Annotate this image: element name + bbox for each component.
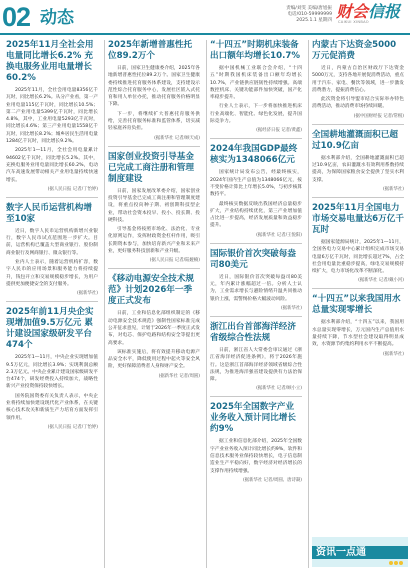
article-paragraph: 近日，数字人民币运营机构新增兴业银行，数字人民币试点范围进一步扩大。目前，运营机构已覆盖大型商业银行、股份制商业银行及网商银行、微众银行等。 — [6, 228, 98, 256]
article-headline: 数字人民币运营机构增至10家 — [6, 202, 92, 224]
brand-name-rest: 信报 — [368, 2, 401, 21]
date-line: 2025.1.1 星期四 — [296, 18, 332, 24]
article-headline: 2025年11月全社会用电量同比增长6.2% 充换电服务业用电量增长60.2% — [6, 40, 94, 83]
article — [312, 203, 404, 284]
article-separator — [210, 138, 302, 139]
article — [210, 249, 302, 312]
article-byline: (据新华社 记者/戴小河) — [358, 278, 404, 284]
masthead-meta — [252, 6, 332, 25]
article-paragraph: 日前，国家卫生健康委介绍，2025年各地新增普惠性托位89.2万个。国家卫生健康委持续推进托育服务体系建设，支持建设示范性综合托育服务中心，发展社区嵌入式托育和用人单位办托，推动托育服务价格明显下降。 — [108, 66, 200, 108]
article-separator — [6, 301, 98, 302]
article-paragraph: 最终核实数据反映出我国经济总量稳步扩大，产业结构持续优化，第三产业增加值占比进一步提高，经济发展质量和效益稳步提升。 — [210, 201, 302, 229]
article — [210, 402, 302, 483]
article-byline: (据人民日报 记者/丁怡婷) — [47, 424, 98, 430]
article-byline: (据新华社) — [383, 186, 404, 192]
column-2 — [108, 40, 200, 384]
column-divider — [308, 40, 309, 568]
article-headline: 2024年我国GDP最终核实为1348066亿元 — [210, 144, 298, 166]
brand-logo — [336, 3, 408, 25]
article — [6, 203, 98, 297]
article-headline: 浙江出台首部海洋经济省级综合性法规 — [210, 321, 296, 343]
masthead-rule — [0, 33, 410, 35]
article-paragraph: 据中国机械工业联合会介绍，“十四五”时期我国机床装备出口额年均增长10.7%，产业链供应链韧性持续增强。高端数控机床、关键功能部件加快突破，国产化率稳步提升。 — [210, 66, 302, 101]
article-headline: 全国耕地灌溉面积已超过10.9亿亩 — [312, 129, 398, 151]
article-separator — [108, 146, 200, 147]
article-byline: (据新华社 记者/顾天成) — [154, 135, 200, 141]
article-paragraph: 据水利部介绍，全国耕地灌溉面积已超过10.9亿亩，农田灌溉水有效利用系数持续提高，为保障国家粮食安全提供了坚实水利支撑。 — [312, 155, 404, 183]
article-paragraph: 行业人士表示，下一步将加快推进机床行业高端化、智能化、绿色化发展，提升国际竞争力。 — [210, 104, 302, 125]
article-byline: (据新华社) — [77, 291, 98, 297]
section-number: 02 — [2, 2, 31, 32]
section-name: 动态 — [40, 8, 74, 28]
article-byline: (据新华社) — [281, 305, 302, 311]
editor-line: 责编/刘雯 美编/唐旭振 — [286, 6, 332, 11]
article-paragraph: 2025年1—11月，中央企业实现增加值9.5万亿元，同比增长3.9%；实现利润总额2.3万亿元。中央企业累计建设国家级研发平台474个，研发经费投入持续加大，战略性新兴产业投资保持较快增长。 — [6, 355, 98, 390]
phone-line: 电话/010-59999999 — [287, 12, 332, 18]
column-1 — [6, 40, 98, 435]
article-headline: 《移动电源安全技术规范》计划2026年一季度正式发布 — [108, 274, 194, 307]
article-paragraph: 据国家能源局统计，2025年1—11月，全国各电力交易中心累计组织完成市场交易电量6万亿千瓦时，同比增长超过7%，占全社会用电量比重稳步提高，绿电交易规模持续扩大，电力市场化改革不断深化。 — [312, 239, 404, 275]
article-headline: 2025年前11月央企实现增加值9.5万亿元 累计建设国家级研发平台474个 — [6, 307, 94, 351]
article-paragraph: 此次资金将引导盟市结合实际举办特色消费活动，推动消费市场持续回暖。 — [312, 97, 404, 110]
article-paragraph: 日前，国家发展改革委介绍，国家创业投资引导基金已完成工商注册和管理制度建设，将重点投向种子期、初创期科技型企业，带动社会资本投早、投小、投长期、投硬科技。 — [108, 188, 200, 223]
article — [312, 40, 404, 120]
article-byline: (据经济日报 记者/黄鑫) — [256, 128, 302, 134]
article-paragraph: 下一步，将继续扩大普惠托育服务供给，完善托育服务标准和监管体系，切实减轻家庭养育负担。 — [108, 111, 200, 132]
article-byline: (据新华社 记者/王悦阳) — [256, 232, 302, 238]
article — [312, 294, 404, 357]
brand-name-first: 财会 — [336, 2, 369, 21]
brand-name — [336, 3, 400, 21]
news-digest-banner — [312, 537, 408, 567]
banner-dots-icon — [388, 550, 404, 555]
masthead — [0, 0, 410, 33]
column-4 — [312, 40, 404, 362]
article-paragraph: 引导基金将按照市场化、法治化、专业化原则运作，发挥财政资金杠杆作用，吸引长期资本参与，加快培育新兴产业和未来产业，更好服务科技创新和产业升级。 — [108, 227, 200, 255]
brand-subtitle: CAIKUI XINBAO — [338, 20, 369, 24]
article-headline: 内蒙古下达资金5000万元促消费 — [312, 40, 397, 61]
column-3 — [210, 40, 302, 488]
article-paragraph: 该标准实施后，将有效提升移动电源产品安全水平，降低使用过程中起火等安全风险，更好保障消费者人身和财产安全。 — [108, 349, 200, 370]
article-paragraph: 2025年1—11月，全社会用电量累计94602亿千瓦时，同比增长5.2%。其中，充换电服务业用电量同比增长60.2%，电动汽车高速发展带动相关产业用电量持续快速增长。 — [6, 148, 98, 183]
article — [6, 307, 98, 431]
article-separator — [210, 396, 302, 397]
article-separator — [210, 316, 302, 317]
article-headline: “十四五”时期机床装备出口额年均增长10.7% — [210, 40, 300, 61]
article-paragraph: 日前，工业和信息化部组织制定的《移动电源安全技术规范》强制性国家标准完成公开征求意见，计划于2026年一季度正式发布，对电芯、保护电路和结构安全等提出更高要求。 — [108, 311, 200, 346]
article-paragraph: 日前，浙江省人大常委会审议通过《浙江省海洋经济促进条例》，将于2026年施行。这是浙江首部海洋经济领域省级综合性法规，为推进海洋强省建设提供有力法治保障。 — [210, 347, 302, 383]
banner-label: 资讯一点通 — [316, 547, 366, 558]
article-paragraph: 2025年11月，全社会用电量8356亿千瓦时，同比增长6.2%。从分产业看，第一产业用电量115亿千瓦时，同比增长10.5%；第二产业用电量5399亿千瓦时，同比增长4.8%，其中，工业用电量5293亿千瓦时，同比增长4.6%；第三产业用电量1558亿千瓦时，同比增长8.2%；城乡居民生活用电量1284亿千瓦时，同比增长9.2%。 — [6, 88, 98, 145]
article — [210, 144, 302, 238]
article-byline: (据人民日报 记者/陆娅楠) — [149, 258, 200, 264]
article-byline: (据新华社) — [383, 351, 404, 357]
article-paragraph: 近日，国际银价首次突破每盎司80美元，年内累计涨幅超过一倍。分析人士认为，工业需求增长与避险情绪升温共同推动银价上涨，需警惕价格大幅波动风险。 — [210, 274, 302, 302]
article-separator — [210, 243, 302, 244]
article-byline: (据中国财经报 记者/常根) — [353, 113, 404, 119]
article-headline: 2025年新增普惠性托位89.2万个 — [108, 40, 193, 61]
article-separator — [312, 124, 404, 125]
article — [210, 40, 302, 134]
article-byline: (据人民日报 记者/丁怡婷) — [47, 186, 98, 192]
article-byline: (据新华社 记者/顾小立) — [256, 386, 302, 392]
article — [108, 40, 200, 142]
article-headline: “十四五”以来我国用水总量实现零增长 — [312, 294, 401, 316]
article-separator — [312, 197, 404, 198]
article — [312, 130, 404, 193]
article-paragraph: 国家统计局发布公告，经最终核实，2024年国内生产总值为1348066亿元，按不变价格计算比上年增长5.0%，与初步核算数持平。 — [210, 170, 302, 198]
article-byline: (据新华社 记者/周圆、唐诗凝) — [243, 477, 302, 483]
article — [108, 274, 200, 379]
article — [210, 322, 302, 392]
article-paragraph: 据工业和信息化部介绍，2025年全国数字产业业务收入预计同比增长约9%，软件和信息技术服务业保持较快增长，电子信息制造业生产平稳向好，数字经济对经济增长的支撑作用持续增强。 — [210, 439, 302, 474]
article-headline: 国际银价首次突破每盎司80美元 — [210, 248, 296, 270]
article — [108, 152, 200, 265]
column-divider — [104, 40, 105, 568]
article-separator — [6, 197, 98, 198]
article-headline: 2025年全国数字产业业务收入预计同比增长约9% — [210, 402, 296, 435]
column-divider — [206, 40, 207, 568]
article-paragraph: 近日，内蒙古自治区财政厅下达资金5000万元，支持各地开展促消费活动，重点用于汽车、家电、餐饮等领域，进一步激发消费潜力，提振消费信心。 — [312, 66, 404, 93]
article-paragraph: 据水利部介绍，“十四五”以来，我国用水总量实现零增长，万元国内生产总值用水量持续下降，节水型社会建设取得明显成效，水资源节约集约利用水平不断提高。 — [312, 320, 404, 348]
article-paragraph: 国务院国资委有关负责人表示，中央企业将持续加快建设现代化产业体系，在关键核心技术攻关和新质生产力培育方面发挥引领作用。 — [6, 393, 98, 421]
article-byline: (据新华社 记者/周圆) — [158, 373, 200, 379]
article-headline: 国家创业投资引导基金已完成工商注册和管理制度建设 — [108, 151, 194, 184]
article-separator — [312, 288, 404, 289]
article-headline: 2025年11月全国电力市场交易电量达6万亿千瓦时 — [312, 202, 404, 235]
article-paragraph: 业内人士表示，随着运营机构扩容，数字人民币的应用场景和服务能力将持续提升，钱包开立和交易规模稳步增长，为用户提供更加便捷安全的支付服务。 — [6, 260, 98, 287]
article-separator — [108, 268, 200, 269]
article — [6, 40, 98, 193]
